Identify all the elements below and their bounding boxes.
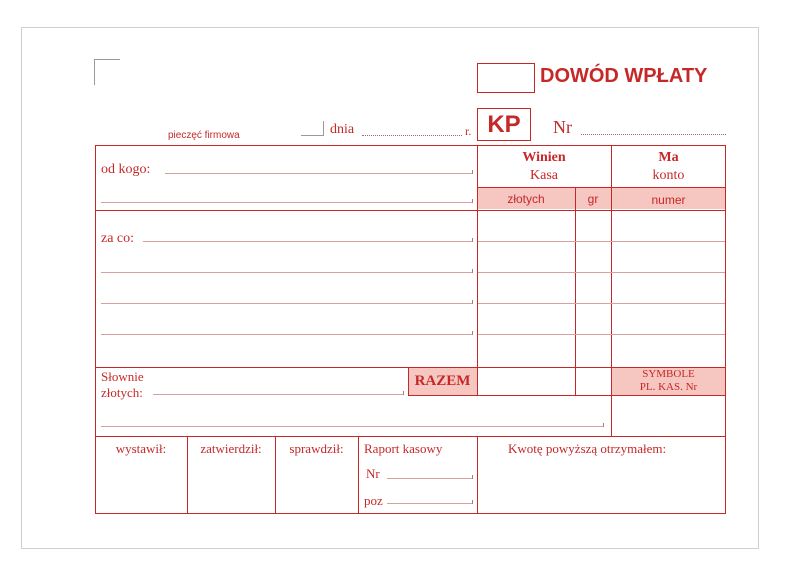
stamp-tick (301, 121, 324, 136)
date-suffix: r. (465, 124, 472, 138)
purpose-line-1-end (472, 238, 473, 242)
symbols-label-2: PL. KAS. Nr (639, 381, 698, 393)
konto-header: konto (652, 168, 685, 183)
payer-line-1-end (472, 170, 473, 174)
received-label: Kwotę powyższą otrzymałem: (508, 441, 667, 456)
amount-row-rule-3 (478, 303, 725, 304)
purpose-line-4[interactable] (101, 334, 472, 335)
date-field[interactable] (362, 135, 462, 136)
report-poz-line[interactable] (387, 503, 472, 504)
kp-label: KP (487, 111, 521, 138)
purpose-line-3[interactable] (101, 303, 472, 304)
report-title: Raport kasowy (364, 441, 443, 456)
purpose-line-2[interactable] (101, 272, 472, 273)
kp-box (477, 108, 531, 141)
amount-row-rule-2 (478, 272, 725, 273)
amount-row-rule-1 (478, 241, 725, 242)
zlotych-header: złotych (507, 192, 545, 206)
purpose-line-1[interactable] (143, 241, 472, 242)
approved-label: zatwierdził: (200, 441, 262, 456)
report-nr-line[interactable] (387, 478, 472, 479)
rule-below-payer (95, 210, 726, 211)
report-poz-line-end (472, 500, 473, 504)
nr-label: Nr (553, 117, 572, 137)
payer-label: od kogo: (101, 162, 151, 177)
footer-div-3 (358, 436, 359, 514)
kasa-header: Kasa (530, 168, 558, 183)
report-poz-label: poz (364, 493, 383, 508)
amount-words-label-1: Słownie (101, 369, 144, 384)
title-box (477, 63, 535, 93)
rule-column-subheader (477, 187, 726, 188)
document-number-field[interactable] (581, 134, 726, 135)
winien-header: Winien (522, 150, 566, 165)
razem-right-border (477, 367, 478, 395)
purpose-label: za co: (101, 231, 135, 246)
stamp-label: pieczęć firmowa (168, 130, 240, 141)
date-label: dnia (330, 122, 355, 137)
footer-div-4 (477, 436, 478, 514)
numer-header: numer (651, 193, 686, 207)
stamp-corner-mark (94, 59, 120, 85)
amount-words-line-1-end (403, 391, 404, 395)
form-title: DOWÓD WPŁATY (540, 65, 708, 87)
payer-line-1[interactable] (165, 173, 472, 174)
report-nr-label: Nr (366, 466, 380, 481)
rule-below-razem (408, 395, 726, 396)
amount-words-line-2-end (603, 423, 604, 427)
purpose-line-4-end (472, 331, 473, 335)
report-nr-line-end (472, 475, 473, 479)
payer-line-2-end (472, 199, 473, 203)
col-divider-gr (575, 187, 576, 395)
rule-above-footer (95, 436, 726, 437)
amount-words-line-1[interactable] (153, 394, 403, 395)
amount-words-label-2: złotych: (101, 385, 143, 400)
issued-label: wystawił: (115, 441, 167, 456)
amount-row-rule-4 (478, 334, 725, 335)
ma-header: Ma (658, 150, 679, 165)
symbols-label-1: SYMBOLE (642, 368, 695, 380)
purpose-line-3-end (472, 300, 473, 304)
checked-label: sprawdził: (289, 441, 344, 456)
purpose-line-2-end (472, 269, 473, 273)
razem-label: RAZEM (414, 373, 471, 389)
payer-line-2[interactable] (101, 202, 472, 203)
amount-words-line-2[interactable] (101, 426, 603, 427)
gr-header: gr (587, 192, 599, 206)
